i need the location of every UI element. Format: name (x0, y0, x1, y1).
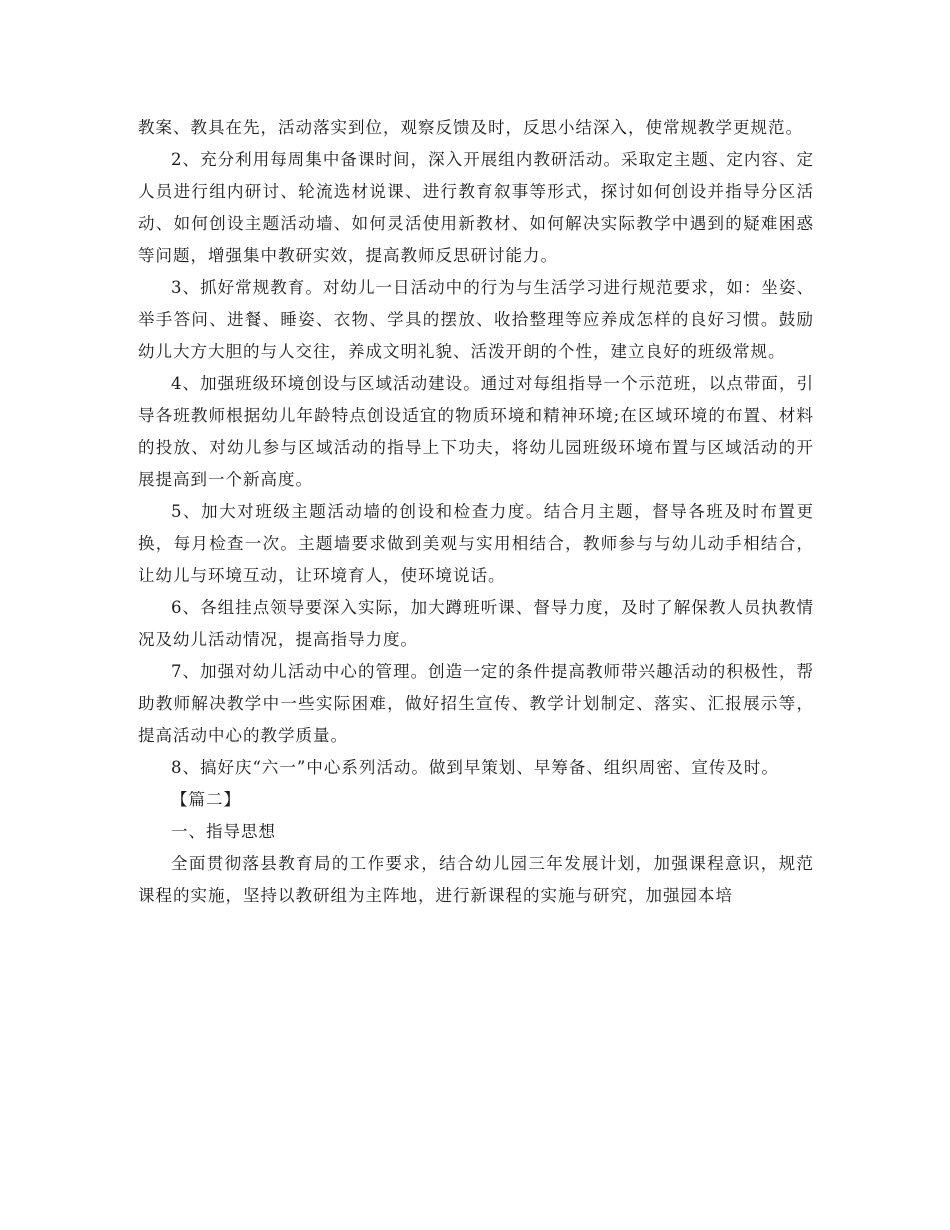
paragraph-item-2: 2、充分利用每周集中备课时间，深入开展组内教研活动。采取定主题、定内容、定人员进行组内研讨、轮流选材说课、进行教育叙事等形式，探讨如何创设并指导分区活动、如何创设主题活动墙、如何灵活使用新教材、如何解决实际教学中遇到的疑难困惑等问题，增强集中教研实效，提高教师反思研讨能力。 (138, 150, 814, 265)
document-body (138, 112, 814, 912)
paragraph-item-3: 3、抓好常规教育。对幼儿一日活动中的行为与生活学习进行规范要求，如：坐姿、举手答问、进餐、睡姿、衣物、学具的摆放、收拾整理等应养成怎样的良好习惯。鼓励幼儿大方大胆的与人交往，养成文明礼貌、活泼开朗的个性，建立良好的班级常规。 (138, 278, 814, 361)
subheading-guiding-thought: 一、指导思想 (171, 822, 276, 841)
section-title: 【篇二】 (171, 790, 241, 809)
paragraph-item-6: 6、各组挂点领导要深入实际，加大蹲班听课、督导力度，及时了解保教人员执教情况及幼儿活动情况，提高指导力度。 (138, 598, 814, 649)
paragraph-guiding-thought: 全面贯彻落县教育局的工作要求，结合幼儿园三年发展计划，加强课程意识，规范课程的实施，坚持以教研组为主阵地，进行新课程的实施与研究，加强园本培 (138, 854, 814, 905)
paragraph-item-7: 7、加强对幼儿活动中心的管理。创造一定的条件提高教师带兴趣活动的积极性，帮助教师解决教学中一些实际困难，做好招生宣传、教学计划制定、落实、汇报展示等，提高活动中心的教学质量。 (138, 662, 814, 745)
paragraph-continuation: 教案、教具在先，活动落实到位，观察反馈及时，反思小结深入，使常规教学更规范。 (138, 118, 803, 137)
paragraph-item-5: 5、加大对班级主题活动墙的创设和检查力度。结合月主题，督导各班及时布置更换，每月检查一次。主题墙要求做到美观与实用相结合，教师参与与幼儿动手相结合，让幼儿与环境互动，让环境育人，使环境说话。 (138, 502, 814, 585)
paragraph-item-4: 4、加强班级环境创设与区域活动建设。通过对每组指导一个示范班，以点带面，引导各班教师根据幼儿年龄特点创设适宜的物质环境和精神环境;在区域环境的布置、材料的投放、对幼儿参与区域活动的指导上下功夫，将幼儿园班级环境布置与区域活动的开展提高到一个新高度。 (138, 374, 814, 489)
paragraph-item-8: 8、搞好庆“六一”中心系列活动。做到早策划、早筹备、组织周密、宣传及时。 (171, 758, 779, 777)
